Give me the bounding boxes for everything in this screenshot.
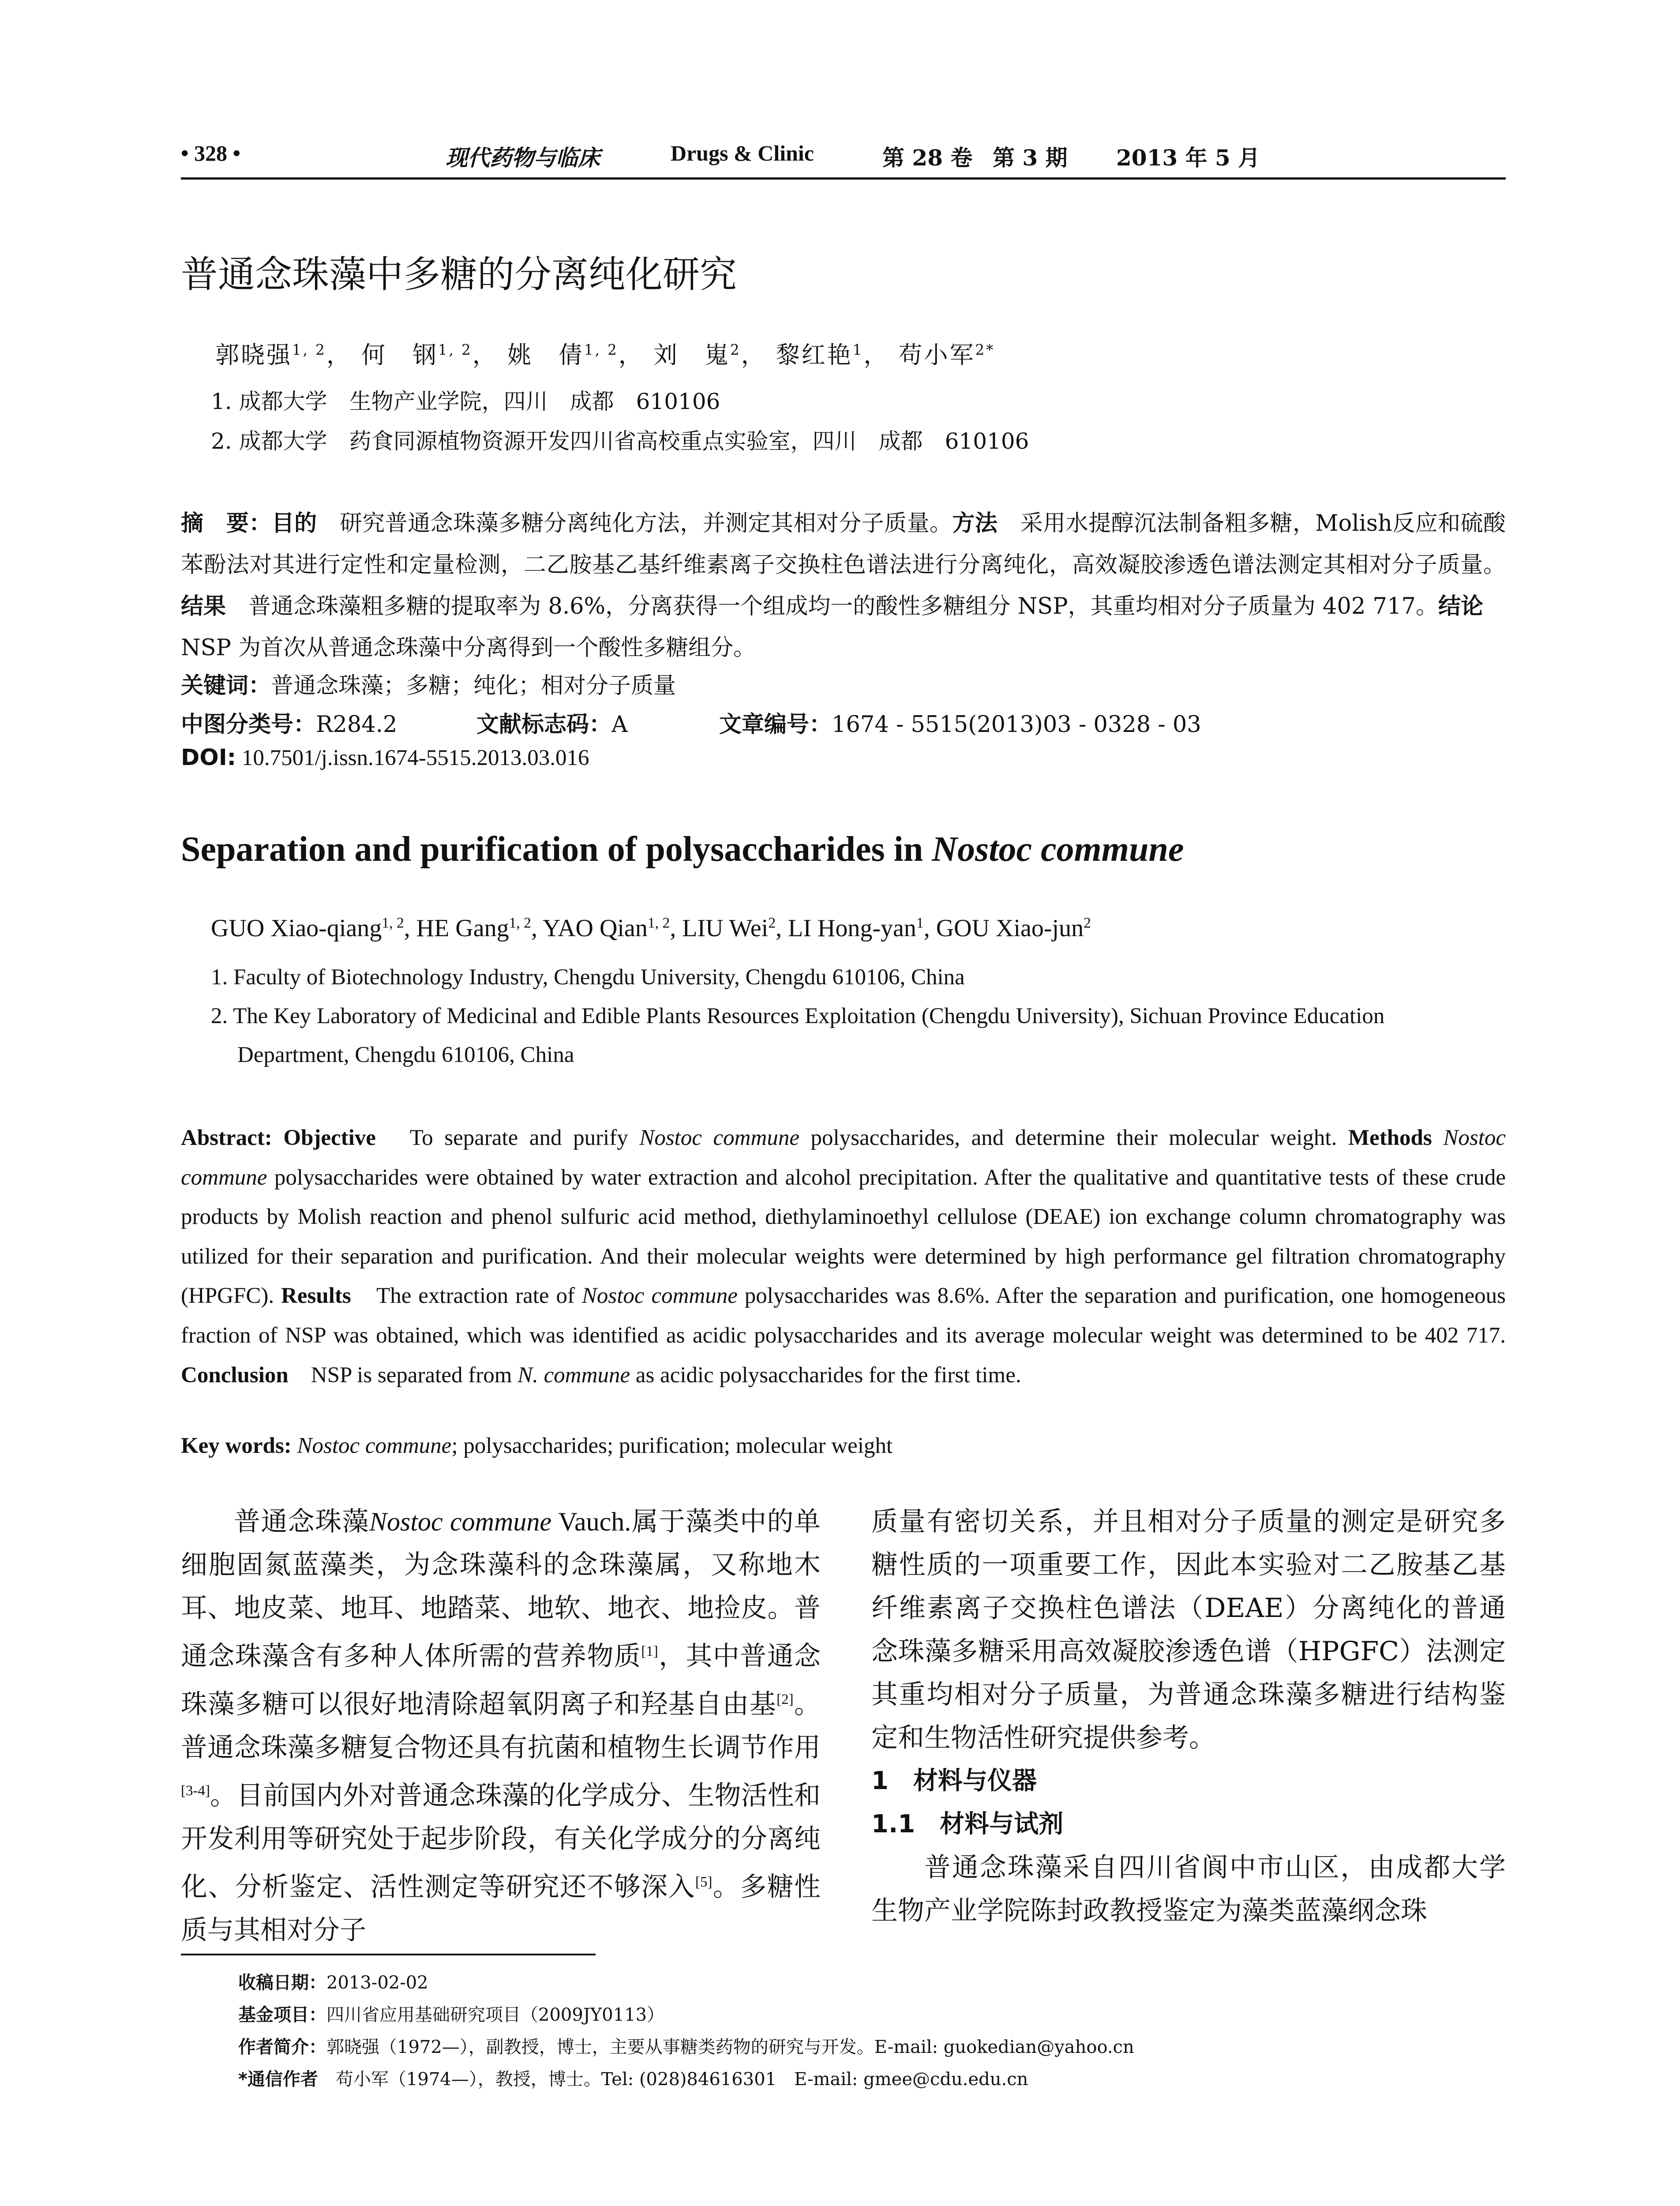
author-affiliation-mark: 2 [1084,915,1091,931]
footnote-label: 作者简介： [238,2037,326,2057]
section-heading: 1 材料与仪器 [871,1767,1037,1795]
clc-value: R284.2 [316,712,398,738]
affiliation-en-1: 1. Faculty of Biotechnology Industry, Chengdu University, Chengdu 610106, China [211,965,965,990]
footnote-rule [181,1954,596,1955]
species-name: Nostoc commune [639,1126,799,1150]
species-name: Nostoc commune [297,1433,452,1458]
keywords-cn [181,667,676,700]
issue: 第 3 期 [993,145,1068,171]
author-affiliation-mark: 2 [730,341,741,358]
author-name-en: YAO Qian [542,915,648,942]
clc-label: 中图分类号： [181,712,316,738]
author-affiliation-mark: 1, 2 [292,341,326,358]
author-name: 郭晓强 [215,341,292,369]
abstract-en-text: polysaccharides was 8.6%. After the separation and purification, one homogeneous fraction of NSP was obtained, which was identified as acidic polysaccharides and its average molecular weight was determined to be 402 717. [181,1283,1506,1348]
footnote-text: 2013-02-02 [326,1973,428,1993]
abstract-cn-label: 摘 要： [181,510,272,536]
document-code [476,706,628,739]
results-label: 结果 [181,593,226,619]
footnote-label: 基金项目： [238,2005,326,2025]
authors-en: GUO Xiao-qiang$^{1, 2}$, HE Gang$^{1, 2}$, YAO Qian$^{1, 2}$, LIU Wei$^2$, LI Hong-yan$^1$, GOU Xiao-jun$^2$ [211,915,1091,942]
body-paragraph: 质量有密切关系，并且相对分子质量的测定是研究多糖性质的一项重要工作，因此本实验对二乙胺基乙基纤维素离子交换柱色谱法（DEAE）分离纯化的普通念珠藻多糖采用高效凝胶渗透色谱（HPGFC）法测定其重均相对分子质量，为普通念珠藻多糖进行结构鉴定和生物活性研究提供参考。 [871,1506,1506,1753]
author-affiliation-mark: 1 [852,341,864,358]
author-affiliation-mark: 2 [768,915,776,931]
results-label-en: Results [281,1283,351,1309]
authors-cn: 郭晓强$^{1, 2}$， 何 钢$^{1, 2}$， 姚 倩$^{1, 2}$， 刘 嵬$^2$， 黎红艳$^1$， 苟小军$^{2*}$ [215,341,995,369]
author-name: 姚 倩 [507,341,584,369]
doi [181,745,589,771]
abstract-en [181,1118,1506,1395]
journal-name-cn: 现代药物与临床 [446,145,600,171]
footnote-label: 收稿日期： [238,1973,326,1993]
footnote-text: 四川省应用基础研究项目（2009JY0113） [326,2005,665,2025]
abstract-en-text: polysaccharides were obtained by water extraction and alcohol precipitation. After the qualitative and quantitative tests of these crude products by Molish reaction and phenol sulfuric acid method, diethylaminoethyl cellulose (DEAE) ion exchange column chromatography was utilized for their separation and purification. And their molecular weights were determined by high performance gel filtration chromatography (HPGFC). [181,1165,1506,1309]
author-affiliation-mark: 1 [916,915,924,931]
affiliation-en-2-cont: Department, Chengdu 610106, China [237,1043,574,1067]
document-code-value: A [611,712,628,738]
author-affiliation-mark: 1, 2 [647,915,670,931]
doi-value: 10.7501/j.issn.1674-5515.2013.03.016 [241,746,589,770]
footnote-text: 苟小军（1974—），教授，博士。Tel: (028)84616301 E-mail: gmee@cdu.edu.cn [318,2069,1028,2090]
methods-label-en: Methods [1348,1126,1432,1150]
citation: [3-4] [181,1783,210,1799]
citation: [1] [641,1643,658,1659]
species-name: Nostoc commune [369,1507,551,1536]
affiliation-cn-2: 2. 成都大学 药食同源植物资源开发四川省高校重点实验室，四川 成都 610106 [211,428,1029,454]
citation: [5] [695,1874,712,1890]
keywords-en [181,1433,892,1459]
publication-date: 2013 年 5 月 [1116,145,1260,171]
methods-text: 采用水提醇沉法制备粗多糖，Molish反应和硫酸苯酚法对其进行定性和定量检测，二乙胺基乙基纤维素离子交换柱色谱法进行分离纯化，高效凝胶渗透色谱法测定其相对分子质量。 [181,510,1506,578]
title-en-species: Nostoc commune [932,830,1184,869]
body-right-column [871,1500,1506,1932]
species-name: Nostoc commune [581,1283,738,1309]
species-name-short: N. commune [518,1362,630,1388]
abstract-en-text: as acidic polysaccharides for the first time. [630,1362,1021,1388]
body-text: 。多糖性质与其相对分子 [181,1872,821,1946]
species-name: Nostoc commune [181,1126,1506,1190]
conclusion-label-en: Conclusion [181,1362,289,1388]
abstract-en-text: To separate and purify [375,1126,640,1150]
objective-label: 目的 [271,510,317,536]
footnote-fund [238,2001,664,2026]
affiliation-en-2: 2. The Key Laboratory of Medicinal and Edible Plants Resources Exploitation (Chengdu University), Sichuan Province Education [211,1004,1385,1028]
footnote-received [238,1969,428,1994]
footnote-corresponding [238,2065,1028,2090]
title-cn: 普通念珠藻中多糖的分离纯化研究 [181,253,737,296]
author-name-en: LI Hong-yan [788,915,916,942]
abstract-en-text: The extraction rate of [351,1283,582,1309]
keywords-en-label: Key words: [181,1433,292,1458]
author-name: 黎红艳 [776,341,853,369]
keywords-en-text: ; polysaccharides; purification; molecular weight [451,1433,893,1458]
author-name: 何 钢 [361,341,438,369]
abstract-en-text: NSP is separated from [288,1362,518,1388]
footnote-author [238,2033,1134,2058]
body-paragraph: 普通念珠藻采自四川省阆中市山区，由成都大学生物产业学院陈封政教授鉴定为藻类蓝藻纲念珠 [871,1852,1506,1926]
author-affiliation-mark: 1, 2 [584,341,619,358]
body-left-column [181,1500,821,1952]
methods-label: 方法 [952,510,998,536]
volume: 第 28 卷 [882,145,973,171]
title-en-main: Separation and purification of polysaccharides in [181,830,932,869]
body-text: 普通念珠藻 [234,1506,369,1537]
keywords-cn-text: 普通念珠藻；多糖；纯化；相对分子质量 [271,673,676,699]
journal-name-en: Drugs & Clinic [671,141,814,165]
abstract-en-text: polysaccharides, and determine their molecular weight. [799,1126,1348,1150]
conclusion-text: NSP 为首次从普通念珠藻中分离得到一个酸性多糖组分。 [181,593,1506,661]
footnote-text: 郭晓强（1972—），副教授，博士，主要从事糖类药物的研究与开发。E-mail: guokedian@yahoo.cn [326,2037,1134,2057]
body-text: 。普通念珠藻多糖复合物还具有抗菌和植物生长调节作用 [181,1689,821,1763]
page-number: • 328 • [181,141,241,165]
body-text: Vauch.属于藻类中的单细胞固氮蓝藻类，为念珠藻科的念珠藻属，又称地木耳、地皮菜、地耳、地踏菜、地软、地衣、地捡皮。普通念珠藻含有多种人体所需的营养物质 [181,1507,821,1671]
objective-text: 研究普通念珠藻多糖分离纯化方法，并测定其相对分子质量。 [317,510,952,536]
citation: [2] [776,1692,794,1707]
article-number [719,706,1201,739]
article-number-label: 文章编号： [719,712,832,738]
doi-label: DOI: [181,745,236,771]
author-name-en: LIU Wei [682,915,769,942]
body-text: 。目前国内外对普通念珠藻的化学成分、生物活性和开发利用等研究处于起步阶段，有关化学成分的分离纯化、分析鉴定、活性测定等研究还不够深入 [181,1780,821,1902]
article-number-value: 1674 - 5515(2013)03 - 0328 - 03 [832,712,1201,738]
body-text: ，其中普通念珠藻多糖可以很好地清除超氧阴离子和羟基自由基 [181,1641,821,1720]
subsection-heading: 1.1 材料与试剂 [871,1810,1064,1838]
clc-number [181,706,397,739]
author-affiliation-mark: 1, 2 [438,341,472,358]
footnote-label: *通信作者 [238,2069,318,2090]
author-affiliation-mark: 1, 2 [382,915,404,931]
author-name: 苟小军 [898,341,975,369]
author-name-en: GOU Xiao-jun [936,915,1084,942]
author-affiliation-mark: 2* [975,341,995,358]
results-text: 普通念珠藻粗多糖的提取率为 8.6%，分离获得一个组成均一的酸性多糖组分 NSP，其重均相对分子质量为 402 717。 [226,593,1438,619]
header-rule [181,177,1506,180]
author-name-en: HE Gang [416,915,509,942]
title-en [181,829,1184,870]
keywords-cn-label: 关键词： [181,673,271,699]
author-affiliation-mark: 1, 2 [509,915,531,931]
abstract-en-label: Abstract: Objective [181,1126,376,1150]
author-name: 刘 嵬 [653,341,730,369]
author-name-en: GUO Xiao-qiang [211,915,382,942]
affiliation-cn-1: 1. 成都大学 生物产业学院，四川 成都 610106 [211,389,720,414]
abstract-cn [181,503,1506,669]
conclusion-label: 结论 [1438,593,1483,619]
document-code-label: 文献标志码： [476,712,612,738]
